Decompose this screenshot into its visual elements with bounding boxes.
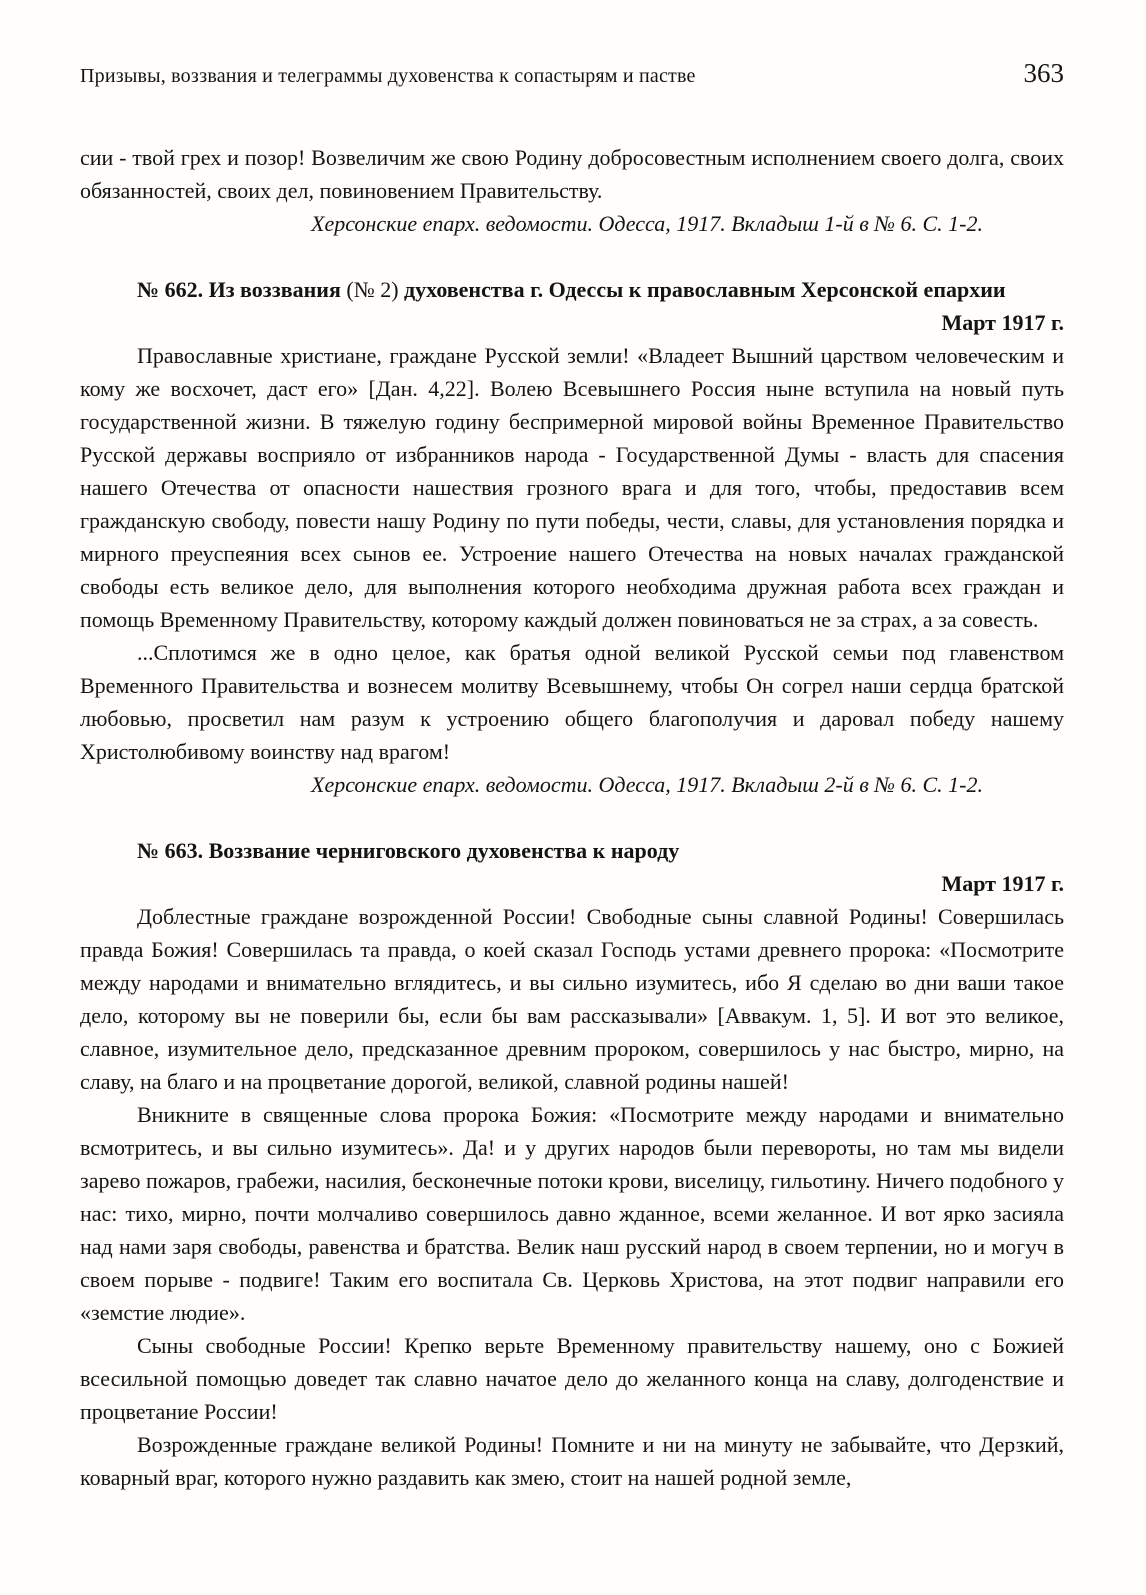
paragraph-662-1: Православные христиане, граждане Русской земли! «Владеет Вышний царством человеческим и кому же восхочет, даст его» [Дан. 4,22]. Волею Всевышнего Россия ныне вступила на новый путь государственной жизни. В тяжелую годину беспримерной мировой войны Временное Правительство Русской державы восприяло от избранников народа - Государственной Думы - власть для спасения нашего Отечества от опасности нашествия грозного врага и для того, чтобы, предоставив всем гражданскую свободу, повести нашу Родину по пути победы, чести, славы, для установления порядка и мирного преуспеяния всех сынов ее. Устроение нашего Отечества на новых началах гражданской свободы есть великое дело, для выполнения которого необходима дружная работа всех граждан и помощь Временному Правительству, которому каждый должен повиноваться не за страх, а за совесть.	[80, 343, 1064, 632]
document-heading-663	[80, 834, 1064, 867]
heading-662-start: № 662. Из воззвания	[137, 277, 341, 302]
date-line-663: Март 1917 г.	[941, 871, 1064, 896]
heading-662-number: (№ 2)	[346, 277, 399, 302]
running-header	[80, 58, 1064, 89]
page-body	[80, 141, 1064, 1494]
paragraph-663-3: Сыны свободные России! Крепко верьте Временному правительству нашему, оно с Божией всесильной помощью доведет так славно начатое дело до желанного конца на славу, долгоденствие и процветание России!	[80, 1333, 1064, 1424]
paragraph-663-2: Вникните в священные слова пророка Божия: «Посмотрите между народами и внимательно всмотритесь, и вы сильно изумитесь». Да! и у других народов были перевороты, но там мы видели зарево пожаров, грабежи, насилия, бесконечные потоки крови, виселицу, гильотину. Ничего подобного у нас: тихо, мирно, почти молчаливо совершилось давно жданное, всеми желанное. И вот ярко засияла над нами заря свободы, равенства и братства. Велик наш русский народ в своем терпении, но и могуч в своем порыве - подвиге! Таким его воспитала Св. Церковь Христова, на этот подвиг направили его «земстие людие».	[80, 1102, 1064, 1325]
running-title: Призывы, воззвания и телеграммы духовенства к сопастырям и пастве	[80, 65, 696, 87]
heading-662-end: духовенства г. Одессы к православным Херсонской епархии	[404, 277, 1006, 302]
page-number: 363	[1023, 58, 1064, 88]
source-citation-1: Херсонские епарх. ведомости. Одесса, 1917. Вкладыш 1-й в № 6. С. 1-2.	[311, 211, 983, 236]
paragraph-662-2: ...Сплотимся же в одно целое, как братья одной великой Русской семьи под главенством Временного Правительства и вознесем молитву Всевышнему, чтобы Он согрел наши сердца братской любовью, просветил нам разум к устроению общего благополучия и даровал победу нашему Христолюбивому воинству над врагом!	[80, 640, 1064, 764]
heading-663-text: № 663. Воззвание черниговского духовенства к народу	[137, 838, 680, 863]
paragraph-continuation: сии - твой грех и позор! Возвеличим же свою Родину добросовестным исполнением своего долга, своих обязанностей, своих дел, повиновением Правительству.	[80, 145, 1064, 203]
source-citation-2: Херсонские епарх. ведомости. Одесса, 1917. Вкладыш 2-й в № 6. С. 1-2.	[311, 772, 983, 797]
paragraph-663-1: Доблестные граждане возрожденной России! Свободные сыны славной Родины! Совершилась правда Божия! Совершилась та правда, о коей сказал Господь устами древнего пророка: «Посмотрите между народами и внимательно вглядитесь, и вы сильно изумитесь, ибо Я сделаю во дни ваши такое дело, которому вы не поверили бы, если бы вам рассказывали» [Аввакум. 1, 5]. И вот это великое, славное, изумительное дело, предсказанное древним пророком, совершилось у нас быстро, мирно, на славу, на благо и на процветание дорогой, великой, славной родины нашей!	[80, 904, 1064, 1094]
date-line-662: Март 1917 г.	[941, 310, 1064, 335]
paragraph-663-4: Возрожденные граждане великой Родины! Помните и ни на минуту не забывайте, что Дерзкий, коварный враг, которого нужно раздавить как змею, стоит на нашей родной земле,	[80, 1432, 1064, 1490]
document-heading-662	[80, 273, 1064, 306]
